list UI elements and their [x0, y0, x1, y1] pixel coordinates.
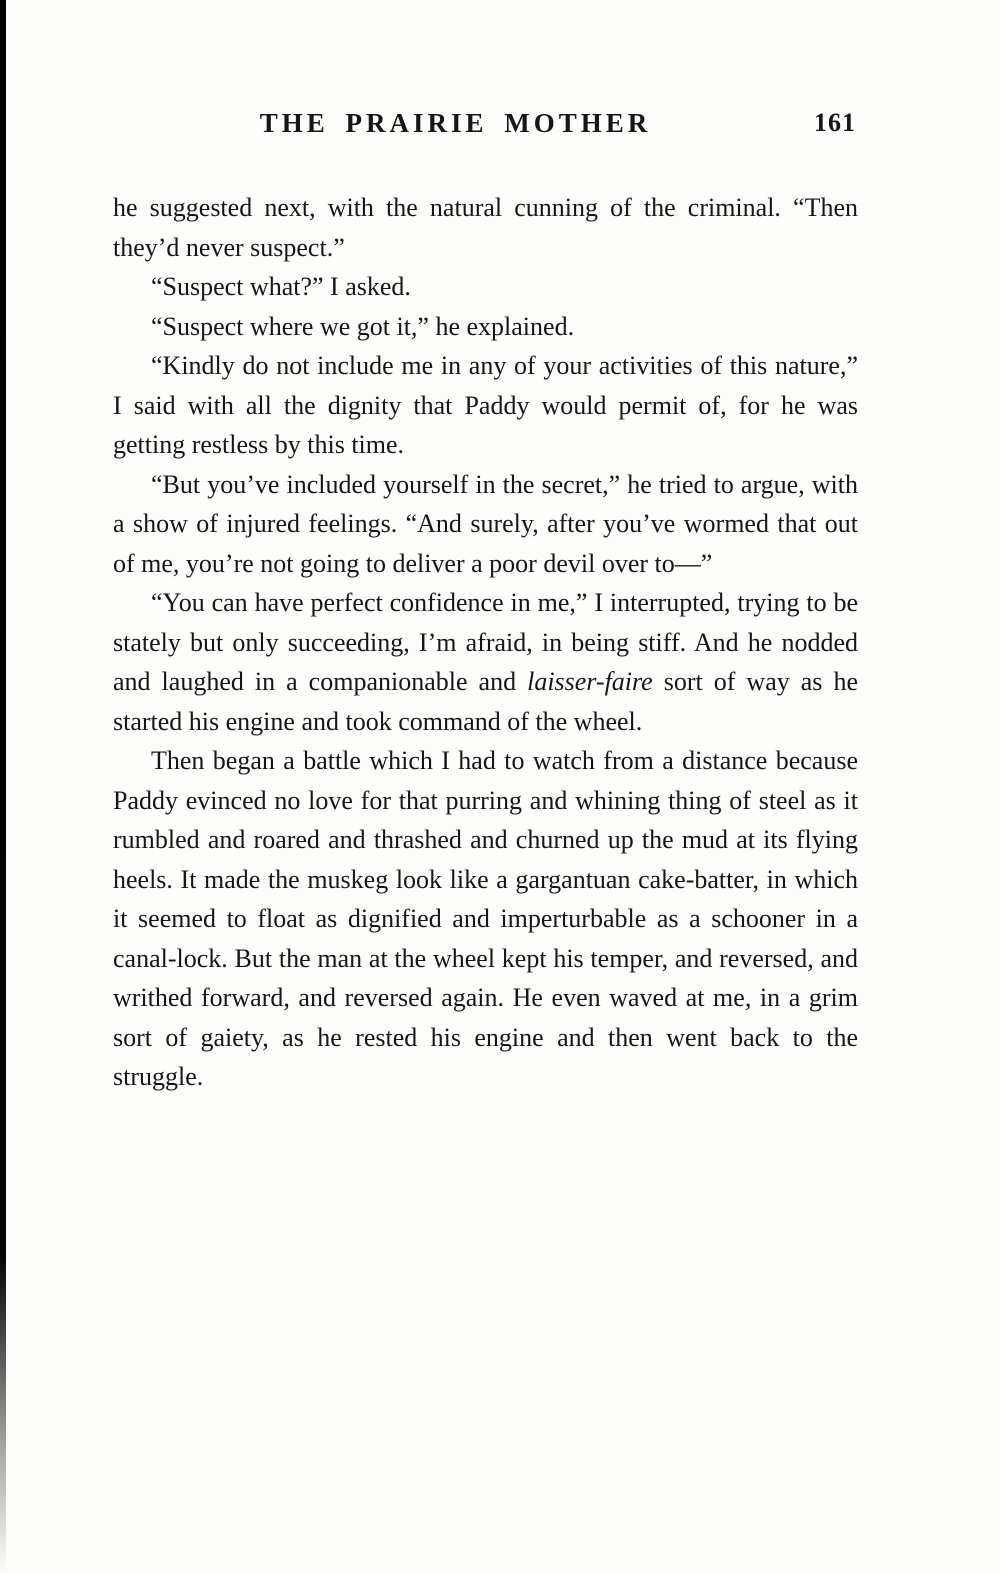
- italic-phrase: laisser-faire: [527, 667, 653, 696]
- paragraph: “Kindly do not include me in any of your activities of this nature,” I said with all the dignity that Paddy would permit of, for he was getting restless by this time.: [113, 351, 858, 459]
- paragraph: [113, 583, 858, 741]
- scan-edge-artifact: [0, 0, 6, 1573]
- running-title: THE PRAIRIE MOTHER: [259, 108, 652, 138]
- page-number: 161: [814, 108, 856, 137]
- text-column: [113, 108, 858, 1097]
- paragraph: “Suspect where we got it,” he explained.: [151, 311, 575, 341]
- paragraph-text: “You can have perfect confidence in me,” I interrupted, trying to be stately but only succeeding, I’m afraid, in being stiff. And he nodded and laughed in a companionable and: [113, 588, 858, 696]
- paragraph: “Suspect what?” I asked.: [151, 272, 411, 301]
- page-body: [113, 188, 858, 1097]
- paragraph: Then began a battle which I had to watch from a distance because Paddy evinced no love for that purring and whining thing of steel as it rumbled and roared and thrashed and churned up the mud at its flying heels. It made the muskeg look like a gargantuan cake-batter, in which it seemed to float as dignified and imperturbable as a schooner in a canal-lock. But the man at the wheel kept his temper, and reversed, and writhed forward, and reversed again. He even waved at me, in a grim sort of gaiety, as he rested his engine and then went back to the struggle.: [113, 746, 858, 1091]
- paragraph: he suggested next, with the natural cunning of the criminal. “Then they’d never suspect.”: [113, 193, 858, 262]
- page-header: [113, 108, 858, 152]
- paragraph: “But you’ve included yourself in the secret,” he tried to argue, with a show of injured feelings. “And surely, after you’ve wormed that out of me, you’re not going to deliver a poor devil over to—”: [113, 469, 858, 578]
- paragraph-text: sort of way as he started his engine and took command of the wheel.: [113, 667, 858, 736]
